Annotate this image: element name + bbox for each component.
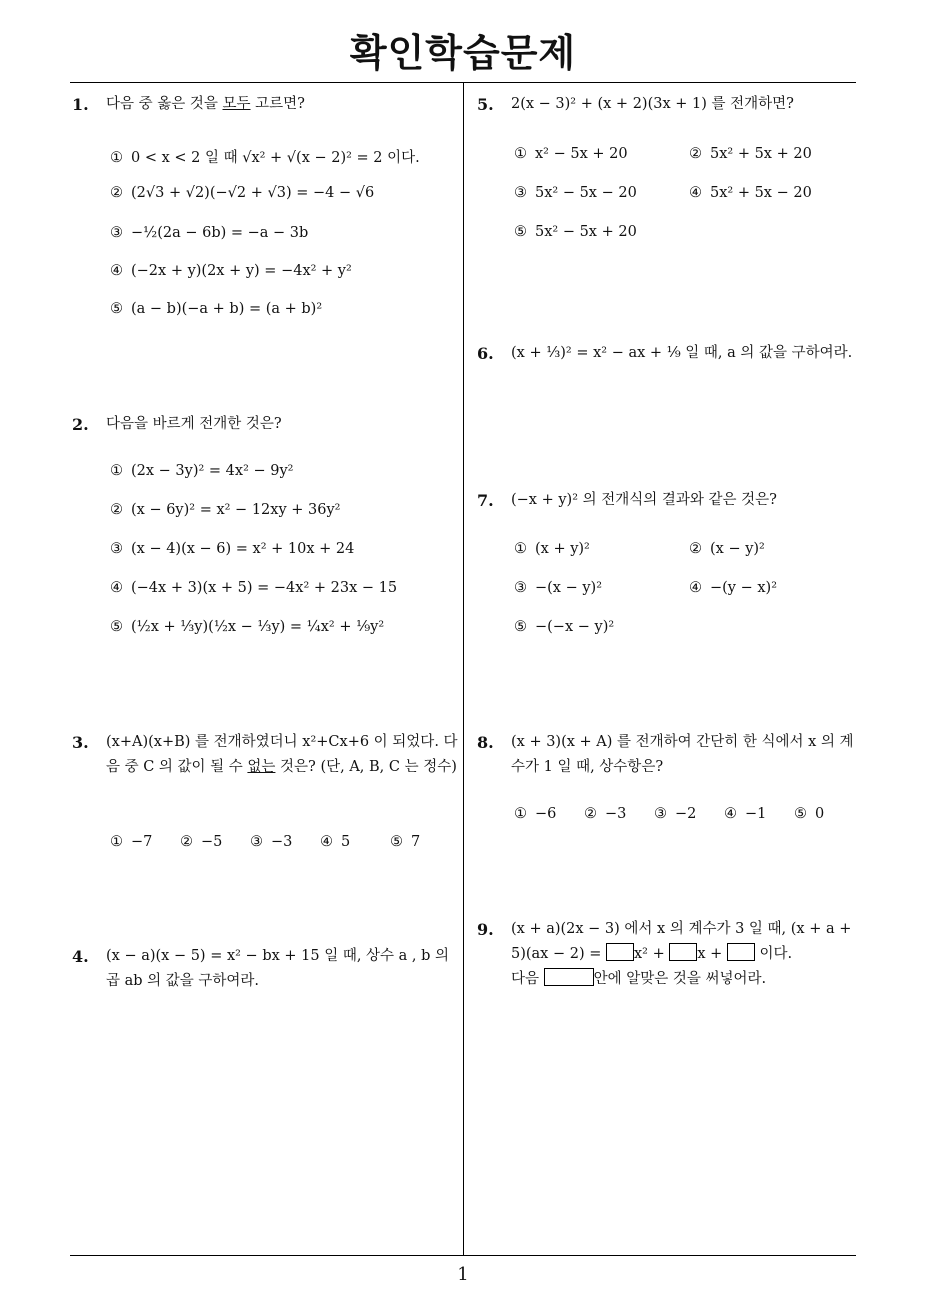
page-number: 1: [457, 1264, 469, 1285]
answer-box-2[interactable]: [669, 943, 697, 961]
question-text: (x + ⅓)² = x² − ax + ⅑ 일 때, a 의 값을 구하여라.: [511, 345, 853, 361]
question-text: 다음을 바르게 전개한 것은?: [106, 416, 282, 432]
q8-option-4[interactable]: ④ −1: [724, 806, 767, 822]
answer-box-legend: [544, 968, 594, 986]
q1-option-4[interactable]: ④ (−2x + y)(2x + y) = −4x² + y²: [110, 263, 352, 279]
question-number: 5.: [477, 95, 494, 114]
q8-option-2[interactable]: ② −3: [584, 806, 627, 822]
question-5: [477, 92, 862, 117]
question-3: [72, 730, 458, 780]
question-number: 9.: [477, 920, 494, 939]
question-9: [477, 917, 862, 992]
q3-option-5[interactable]: ⑤ 7: [390, 834, 421, 850]
question-2: [72, 412, 457, 437]
question-number: 2.: [72, 415, 89, 434]
q1-option-2[interactable]: ② (2√3 + √2)(−√2 + √3) = −4 − √6: [110, 185, 375, 201]
question-4: [72, 944, 458, 994]
question-number: 8.: [477, 733, 494, 752]
q8-option-5[interactable]: ⑤ 0: [794, 806, 825, 822]
question-text: 다음 중 옳은 것을 모두 고르면?: [106, 96, 305, 112]
underlined-word: 없는: [247, 759, 276, 775]
q2-option-2[interactable]: ② (x − 6y)² = x² − 12xy + 36y²: [110, 502, 341, 518]
q8-option-1[interactable]: ① −6: [514, 806, 557, 822]
question-number: 3.: [72, 733, 89, 752]
answer-box-3[interactable]: [727, 943, 755, 961]
question-6: [477, 341, 862, 366]
q2-option-5[interactable]: ⑤ (½x + ⅓y)(½x − ⅓y) = ¼x² + ⅑y²: [110, 619, 385, 635]
q3-option-4[interactable]: ④ 5: [320, 834, 351, 850]
question-text: (x + a)(2x − 3) 에서 x 의 계수가 3 일 때, (x + a + 5)(ax − 2) = x² + x + 이다. 다음 안에 알맞은 것을 써넣어라.: [511, 921, 852, 987]
q1-option-3[interactable]: ③ −½(2a − 6b) = −a − 3b: [110, 225, 309, 241]
question-1: [72, 92, 457, 117]
q3-option-3[interactable]: ③ −3: [250, 834, 293, 850]
q2-option-4[interactable]: ④ (−4x + 3)(x + 5) = −4x² + 23x − 15: [110, 580, 398, 596]
q5-option-5[interactable]: ⑤ 5x² − 5x + 20: [514, 224, 637, 240]
q7-option-2[interactable]: ② (x − y)²: [689, 541, 765, 557]
q5-option-2[interactable]: ② 5x² + 5x + 20: [689, 146, 812, 162]
question-number: 7.: [477, 491, 494, 510]
q3-option-1[interactable]: ① −7: [110, 834, 153, 850]
q5-option-3[interactable]: ③ 5x² − 5x − 20: [514, 185, 637, 201]
q7-option-3[interactable]: ③ −(x − y)²: [514, 580, 603, 596]
q3-option-2[interactable]: ② −5: [180, 834, 223, 850]
answer-box-1[interactable]: [606, 943, 634, 961]
underlined-word: 모두: [222, 96, 251, 112]
question-text: (−x + y)² 의 전개식의 결과와 같은 것은?: [511, 492, 777, 508]
question-number: 4.: [72, 947, 89, 966]
question-7: [477, 488, 862, 513]
q5-option-1[interactable]: ① x² − 5x + 20: [514, 146, 628, 162]
q2-option-1[interactable]: ① (2x − 3y)² = 4x² − 9y²: [110, 463, 294, 479]
question-number: 6.: [477, 344, 494, 363]
q1-option-5[interactable]: ⑤ (a − b)(−a + b) = (a + b)²: [110, 301, 323, 317]
q2-option-3[interactable]: ③ (x − 4)(x − 6) = x² + 10x + 24: [110, 541, 355, 557]
question-text: (x + 3)(x + A) 를 전개하여 간단히 한 식에서 x 의 계수가 1 일 때, 상수항은?: [511, 734, 854, 775]
bottom-rule: [70, 1255, 856, 1256]
column-divider: [463, 83, 464, 1255]
q7-option-1[interactable]: ① (x + y)²: [514, 541, 590, 557]
question-number: 1.: [72, 95, 89, 114]
page-title: 확인학습문제: [349, 31, 577, 75]
question-text: 2(x − 3)² + (x + 2)(3x + 1) 를 전개하면?: [511, 96, 794, 112]
q7-option-4[interactable]: ④ −(y − x)²: [689, 580, 778, 596]
q5-option-4[interactable]: ④ 5x² + 5x − 20: [689, 185, 812, 201]
q1-option-1[interactable]: ① 0 < x < 2 일 때 √x² + √(x − 2)² = 2 이다.: [110, 150, 420, 166]
question-text: (x − a)(x − 5) = x² − bx + 15 일 때, 상수 a , b 의 곱 ab 의 값을 구하여라.: [106, 948, 450, 989]
question-8: [477, 730, 862, 780]
question-text: (x+A)(x+B) 를 전개하였더니 x²+Cx+6 이 되었다. 다음 중 C 의 값이 될 수 없는 것은? (단, A, B, C 는 정수): [106, 734, 458, 775]
q7-option-5[interactable]: ⑤ −(−x − y)²: [514, 619, 615, 635]
q8-option-3[interactable]: ③ −2: [654, 806, 697, 822]
